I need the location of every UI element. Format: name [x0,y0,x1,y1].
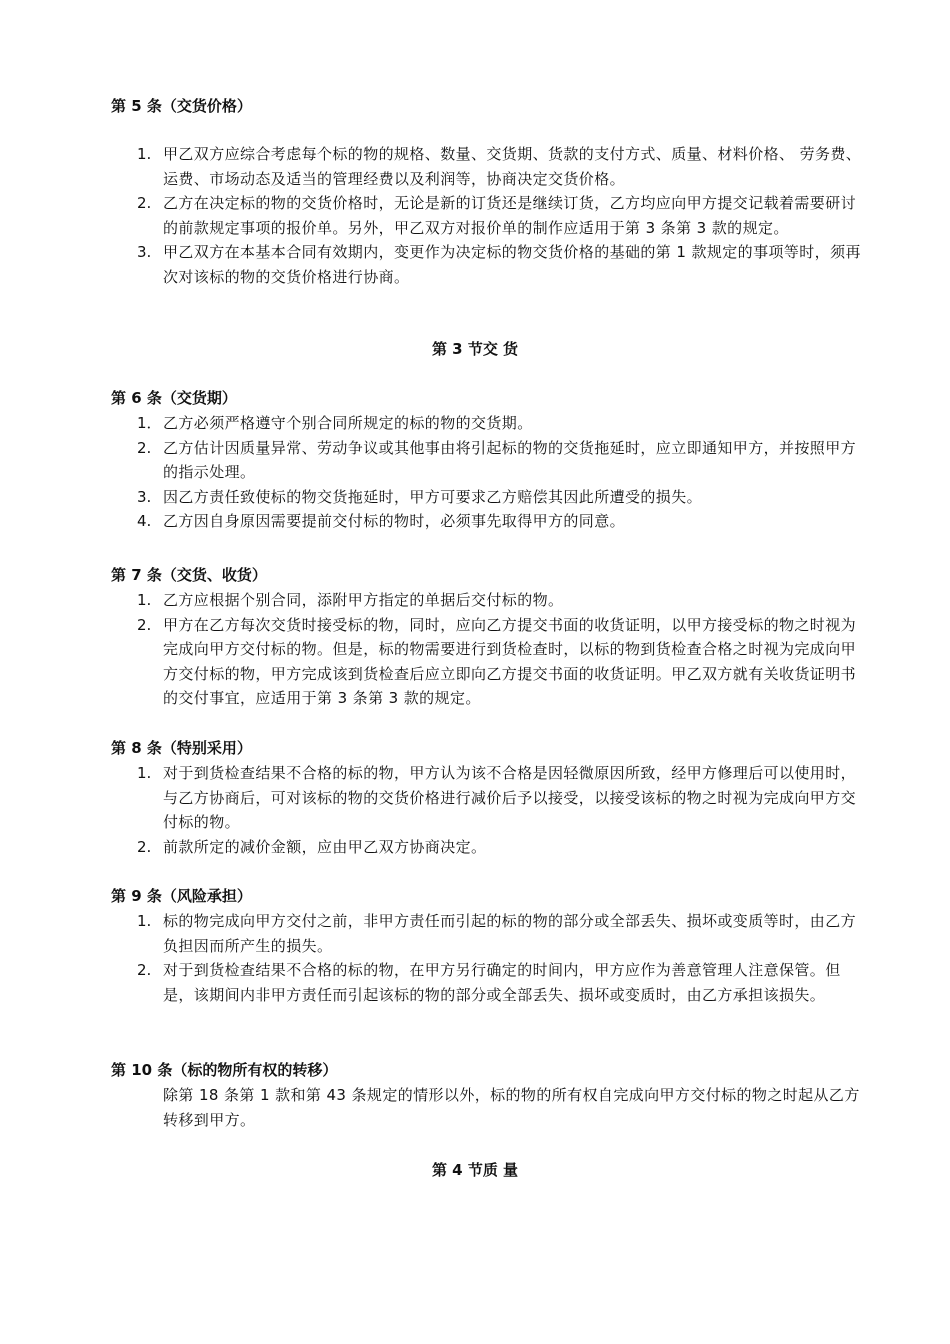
article-10-text: 除第 18 条第 1 款和第 43 条规定的情形以外，标的物的所有权自完成向甲方交付标的物之时起从乙方转移到甲方。 [163,1086,860,1129]
article-8-list [0,761,950,859]
article-6-list [0,411,950,534]
article-7-title: 第 7 条（交货、收货） [111,566,267,584]
item-text: 乙方在决定标的物的交货价格时，无论是新的订货还是继续订货，乙方均应向甲方提交记载着需要研讨的前款规定事项的报价单。另外，甲乙双方对报价单的制作应适用于第 3 条第 3 款的规定。 [163,194,857,237]
list-item [0,485,950,510]
item-number: 3. [137,487,152,506]
item-number: 2. [137,615,152,634]
article-7-list [0,588,950,711]
item-number: 1. [137,764,152,782]
item-number: 2. [137,194,152,212]
list-item [0,240,950,289]
item-text: 乙方因自身原因需要提前交付标的物时，必须事先取得甲方的同意。 [163,512,626,530]
article-9-title: 第 9 条（风险承担） [111,887,252,905]
list-item [0,436,950,485]
section-3-title: 第 3 节交 货 [431,340,519,358]
item-text: 标的物完成向甲方交付之前，非甲方责任而引起的标的物的部分或全部丢失、损坏或变质等时，由乙方负担因而所产生的损失。 [163,912,857,955]
item-text: 对于到货检查结果不合格的标的物，甲方认为该不合格是因轻微原因所致，经甲方修理后可以使用时，与乙方协商后，可对该标的物的交货价格进行减价后予以接受，以接受该标的物之时视为完成向甲方交付标的物。 [163,764,857,831]
list-item [0,191,950,240]
item-number: 1． [137,414,162,432]
article-5-list [0,142,950,289]
item-number: 3. [137,243,152,261]
list-item [0,509,950,534]
item-number: 2. [137,438,152,457]
item-text: 甲乙双方应综合考虑每个标的物的规格、数量、交货期、货款的支付方式、质量、材料价格、 劳务费、运费、市场动态及适当的管理经费以及利润等，协商决定交货价格。 [163,145,862,188]
list-item [0,909,950,958]
list-item [0,411,950,436]
list-item [0,588,950,613]
article-10-title: 第 10 条（标的物所有权的转移） [111,1061,338,1079]
item-text: 甲方在乙方每次交货时接受标的物，同时，应向乙方提交书面的收货证明，以甲方接受标的物之时视为完成向甲方交付标的物。但是，标的物需要进行到货检查时，以标的物到货检查合格之时视为完成向甲方交付标的物，甲方完成该到货检查后应立即向乙方提交书面的收货证明。甲乙双方就有关收货证明书的交付事宜，应适用于第 3 条第 3 款的规定。 [163,615,857,707]
list-item [0,142,950,191]
section-4-title: 第 4 节质 量 [431,1161,519,1179]
article-5-title: 第 5 条（交货价格） [111,97,252,115]
item-number: 2. [137,837,152,856]
list-item [0,613,950,711]
item-text: 前款所定的减价金额，应由甲乙双方协商决定。 [163,837,487,856]
item-text: 乙方必须严格遵守个别合同所规定的标的物的交货期。 [163,414,533,432]
item-number: 1. [137,912,152,930]
item-number: 4. [137,512,152,530]
item-number: 2. [137,961,152,979]
item-number: 1. [137,145,152,163]
item-text: 甲乙双方在本基本合同有效期内，变更作为决定标的物交货价格的基础的第 1 款规定的事项等时，须再次对该标的物的交货价格进行协商。 [163,243,861,286]
item-text: 对于到货检查结果不合格的标的物，在甲方另行确定的时间内，甲方应作为善意管理人注意保管。但是，该期间内非甲方责任而引起该标的物的部分或全部丢失、损坏或变质时，由乙方承担该损失。 [163,961,841,1004]
item-number: 1. [137,591,152,609]
list-item [0,958,950,1007]
article-6-title: 第 6 条（交货期） [111,389,237,407]
article-9-list [0,909,950,1007]
article-8-title: 第 8 条（特别采用） [111,739,252,757]
item-text: 乙方应根据个别合同，添附甲方指定的单据后交付标的物。 [163,591,564,609]
list-item [0,835,950,860]
list-item [0,761,950,835]
item-text: 因乙方责任致使标的物交货拖延时，甲方可要求乙方赔偿其因此所遭受的损失。 [163,487,703,506]
item-text: 乙方估计因质量异常、劳动争议或其他事由将引起标的物的交货拖延时，应立即通知甲方，并按照甲方的指示处理。 [163,438,857,481]
